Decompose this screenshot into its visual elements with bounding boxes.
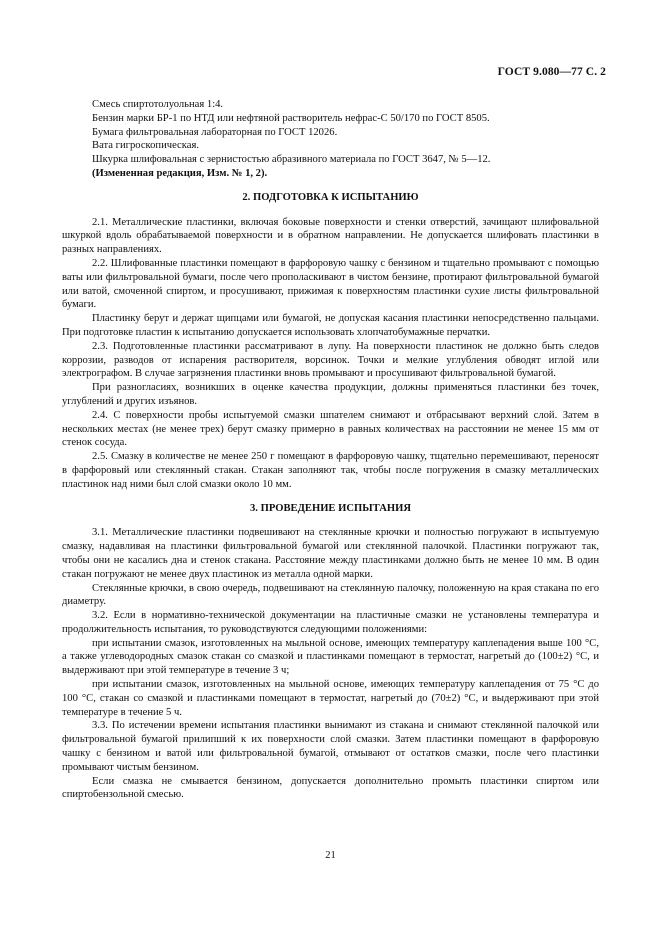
section-3-heading: 3. ПРОВЕДЕНИЕ ИСПЫТАНИЯ [249,502,412,514]
materials-item: Шкурка шлифовальная с зернистостью абразивного материала по ГОСТ 3647, № 5—12. [92,154,491,166]
paragraph-3-1-cont: Стеклянные крючки, в свою очередь, подвешивают на стеклянную палочку, положенную на края стакана по его диаметру. [62,582,599,608]
materials-item: Бумага фильтровальная лабораторная по ГОСТ 12026. [92,126,338,138]
paragraph-2-4: 2.4. С поверхности пробы испытуемой смазки шпателем снимают и отбрасывают верхний слой. Затем в нескольких местах (не менее трех) берут смазку примерно в равных количествах на расстоянии не менее 15 мм от стенок сосуда. [62,409,599,449]
paragraph-2-3: 2.3. Подготовленные пластинки рассматривают в лупу. На поверхности пластинок не должно быть следов коррозии, разводов от испарения растворителя, ворсинок. Точки и мелкие углубления обводят иглой или электрографом. В случае загрязнения пластинки вновь промывают и просушивают фильтровальной бумагой. [62,340,599,380]
paragraph-3-2-a: при испытании смазок, изготовленных на мыльной основе, имеющих температуру каплепадения выше 100 °С, а также углеводородных смазок стакан со смазкой и пластинками помещают в термостат, нагретый до (100±2) °С, и выдерживают при этой температуре в течение 3 ч; [62,637,599,677]
materials-item: Бензин марки БР-1 по НТД или нефтяной растворитель нефрас-С 50/170 по ГОСТ 8505. [92,112,490,124]
paragraph-2-5: 2.5. Смазку в количестве не менее 250 г помещают в фарфоровую чашку, тщательно перемешивают, переносят в фарфоровый или стеклянный стакан. Стакан заполняют так, чтобы после погружения в смазку металлических пластинок над ними был слой смазки около 10 мм. [62,451,599,490]
paragraph-3-2: 3.2. Если в нормативно-технической документации на пластичные смазки не установлены температура и продолжительность испытания, то руководствуются следующими положениями: [62,610,599,635]
paragraph-2-2: 2.2. Шлифованные пластинки помещают в фарфоровую чашку с бензином и тщательно промывают с помощью ваты или фильтровальной бумаги, после чего прополаскивают в чистом бензине, протирают фильтровальной бумагой или ватой, смоченной спиртом, и просушивают, прижимая к поверхностям пластинки сухие листы фильтровальной бумаги. [62,257,599,311]
materials-item: Вата гигроскопическая. [92,140,199,152]
paragraph-3-1: 3.1. Металлические пластинки подвешивают на стеклянные крючки и полностью погружают в испытуемую смазку, надавливая на пластинки фильтровальной бумагой или стеклянной палочкой. Пластинки погружают так, чтобы они не касались дна и стенок стакана. Расстояние между пластинками должно быть не менее 10 мм. В один стакан погружают не менее двух пластинок из металла одной марки. [62,527,599,580]
paragraph-2-2-cont: Пластинку берут и держат щипцами или бумагой, не допуская касания пластинки непосредственно пальцами. При подготовке пластин к испытанию допускается использовать хлопчатобумажные перчатки. [62,313,599,338]
document-body [62,98,599,802]
materials-item: Смесь спиртотолуольная 1:4. [92,99,224,110]
standard-header: ГОСТ 9.080—77 С. 2 [497,66,606,78]
page-number: 21 [325,850,336,861]
paragraph-2-1: 2.1. Металлические пластинки, включая боковые поверхности и стенки отверстий, зачищают шлифовальной шкуркой вдоль обрабатываемой поверхности и в обратном направлении. Не допускается шлифовать пластинки в разных направлениях. [62,216,599,256]
amendment-note: (Измененная редакция, Изм. № 1, 2). [92,167,268,179]
paragraph-3-3: 3.3. По истечении времени испытания пластинки вынимают из стакана и снимают стеклянной палочкой или фильтровальной бумагой прилипший к их поверхности слой смазки. Затем пластинки помещают в фарфоровую чашку с бензином и ватой или фильтровальной бумагой, отмывают от остатков смазки, после чего пластинки промывают чистым бензином. [62,720,599,773]
paragraph-2-3-cont: При разногласиях, возникших в оценке качества продукции, должны применяться пластинки без точек, углублений и других изъянов. [62,382,599,407]
section-2-heading: 2. ПОДГОТОВКА К ИСПЫТАНИЮ [242,191,419,203]
paragraph-3-3-cont: Если смазка не смывается бензином, допускается дополнительно промыть пластинки спиртом или спиртобензольной смесью. [62,775,599,801]
paragraph-3-2-b: при испытании смазок, изготовленных на мыльной основе, имеющих температуру каплепадения от 75 °С до 100 °С, стакан со смазкой и пластинками помещают в термостат, нагретый до (70±2) °С, и выдерживают при этой температуре в течение 5 ч. [62,679,599,718]
